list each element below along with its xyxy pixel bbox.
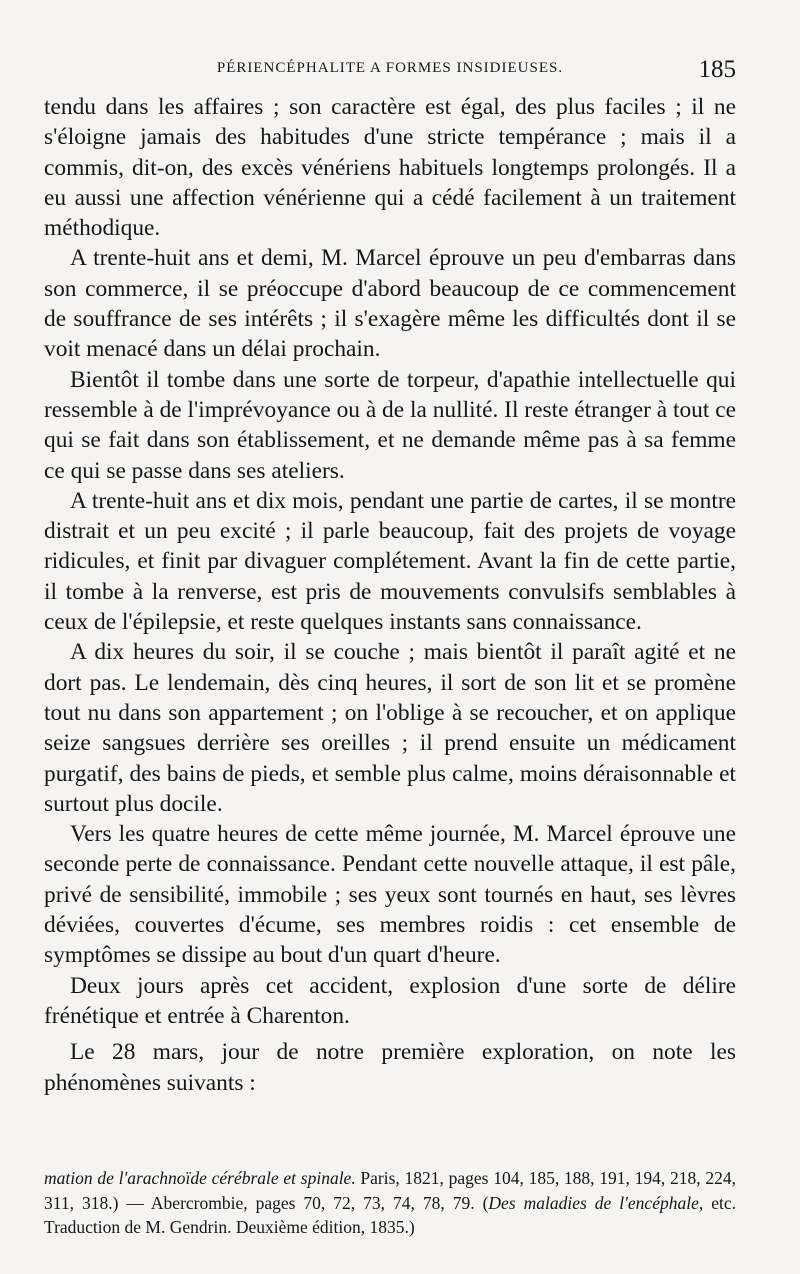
paragraph: Vers les quatre heures de cette même journée, M. Marcel éprouve une seconde perte de connaissance. Pendant cette nouvelle attaque, il est pâle, privé de sensibilité, immobile ; ses yeux sont tournés en haut, ses lèvres déviées, couvertes d'écume, ses membres roidis : cet ensemble de symptômes se dissipe au bout d'un quart d'heure. (44, 821, 736, 969)
footnote-text: Paris, 1821, pages 104, 185, 188, 191, 194, 218, 224, 311, 318.) — Abercrombie, pages 70, 72, 73, 74, 78, 79. ( (44, 1168, 736, 1213)
paragraph: A trente-huit ans et dix mois, pendant une partie de cartes, il se montre distrait et un peu excité ; il parle beaucoup, fait des projets de voyage ridicules, et finit par divaguer complétement. Avant la fin de cette partie, il tombe à la renverse, est pris de mouvements convulsifs semblables à ceux de l'épilepsie, et reste quelques instants sans connaissance. (44, 487, 736, 636)
paragraph: tendu dans les affaires ; son caractère est égal, des plus faciles ; il ne s'éloigne jamais des habitudes d'une stricte tempérance ; mais il a commis, dit-on, des excès vénériens habituels longtemps prolongés. Il a eu aussi une affection vénérienne qui a cédé facilement à un traitement méthodique. (44, 94, 736, 242)
footnote-reference-title: Des maladies de l'encéphale, (488, 1192, 704, 1213)
footnote-text-end: etc. Traduction de M. Gendrin. Deuxième édition, 1835.) (44, 1192, 736, 1237)
paragraph: A trente-huit ans et demi, M. Marcel éprouve un peu d'embarras dans son commerce, il se préoccupe d'abord beaucoup de ce commencement de souffrance de ses intérêts ; il s'exagère même les difficultés dont il se voit menacé dans un délai prochain. (44, 245, 736, 363)
footnote-title: mation de l'arachnoïde cérébrale et spinale. (44, 1168, 356, 1188)
paragraph: Deux jours après cet accident, explosion d'une sorte de délire frénétique et entrée à Charenton. (44, 972, 736, 1029)
paragraph: A dix heures du soir, il se couche ; mais bientôt il paraît agité et ne dort pas. Le lendemain, dès cinq heures, il sort de son lit et se promène tout nu dans son appartement ; on l'oblige à se recoucher, et on applique seize sangsues derrière ses oreilles ; il prend ensuite un médicament purgatif, des bains de pieds, et semble plus calme, moins déraisonnable et surtout plus docile. (44, 639, 736, 817)
page-header (44, 56, 736, 86)
body-text (44, 92, 736, 1098)
page-number: 185 (698, 56, 736, 83)
running-title: PÉRIENCÉPHALITE A FORMES INSIDIEUSES. (216, 60, 564, 76)
footnote (44, 1166, 736, 1240)
paragraph: Le 28 mars, jour de notre première exploration, on note les phénomènes suivants : (44, 1039, 736, 1096)
paragraph: Bientôt il tombe dans une sorte de torpeur, d'apathie intellectuelle qui ressemble à de l'imprévoyance ou à de la nullité. Il reste étranger à tout ce qui se fait dans son établissement, et ne demande même pas à sa femme ce qui se passe dans ses ateliers. (44, 366, 736, 484)
